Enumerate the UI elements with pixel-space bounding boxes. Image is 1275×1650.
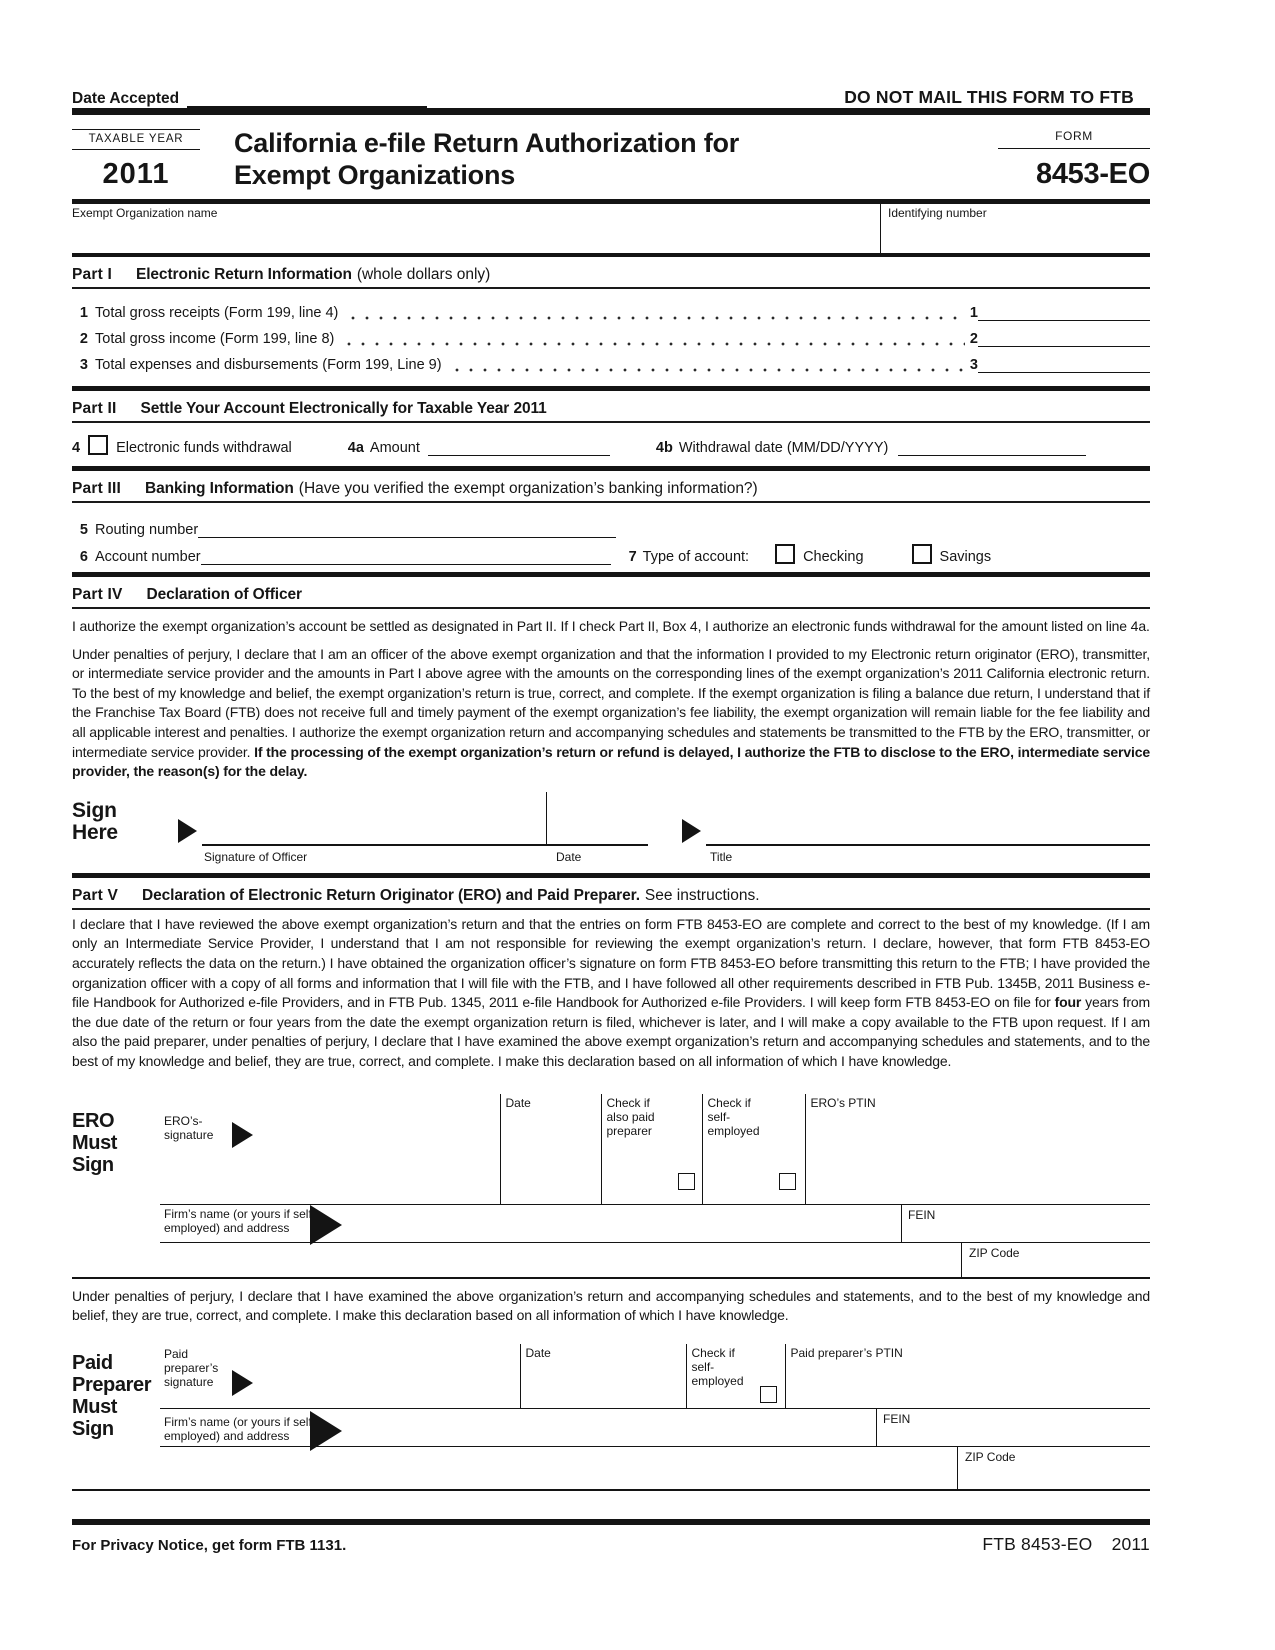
preparer-date-label: Date: [525, 1345, 551, 1360]
line1-text: Total gross receipts (Form 199, line 4): [95, 305, 339, 321]
line3-right-number: 3: [969, 357, 978, 373]
signature-of-officer-label: Signature of Officer: [204, 849, 308, 864]
line2-text: Total gross income (Form 199, line 8): [95, 331, 335, 347]
preparer-zip-label: ZIP Code: [965, 1449, 1016, 1464]
account-number-field[interactable]: [201, 549, 611, 565]
checking-checkbox[interactable]: [775, 544, 795, 564]
line2-row: [72, 321, 1150, 347]
part2-header: [72, 391, 1150, 423]
divider-bar: [72, 108, 1150, 115]
preparer-firm-arrow-icon: [310, 1411, 342, 1451]
line2-amount-field[interactable]: [978, 331, 1150, 347]
line4-number: 4: [72, 440, 81, 456]
identifying-number-label: Identifying number: [888, 206, 987, 220]
name-row: [72, 204, 1150, 253]
preparer-signature-label: Paid preparer’s signature: [164, 1346, 219, 1389]
footer-form-id: [982, 1534, 1150, 1555]
line3-number: 3: [79, 357, 88, 373]
line6-row: [72, 538, 1150, 565]
taxable-year-label: TAXABLE YEAR: [72, 129, 200, 150]
footer-year: 2011: [1111, 1533, 1150, 1554]
part5-header: [72, 878, 1150, 910]
preparer-declaration-para: Under penalties of perjury, I declare that I have examined the above organization’s return and accompanying schedules and statements, and to the best of my knowledge and belief, they are true, correct, and complete. I make this declaration based on all information of which I have knowledge.: [72, 1287, 1150, 1324]
form-title-line1: California e-file Return Authorization for: [234, 128, 740, 158]
taxable-year-value: 2011: [102, 158, 170, 190]
ero-check-self-cell: [702, 1094, 805, 1204]
line3-row: [72, 347, 1150, 373]
ero-must-sign-label: ERO Must Sign: [72, 1109, 118, 1176]
do-not-mail-notice: DO NOT MAIL THIS FORM TO FTB: [844, 87, 1134, 107]
efw-label: Electronic funds withdrawal: [116, 440, 292, 456]
divider-bar: [72, 1519, 1150, 1525]
ero-signature-area[interactable]: [160, 1094, 500, 1204]
line3-amount-field[interactable]: [978, 357, 1150, 373]
checking-label: Checking: [803, 549, 864, 565]
form-page: [72, 0, 1150, 1555]
form-title: [200, 125, 998, 191]
account-type-label: Type of account:: [642, 549, 750, 565]
amount-field[interactable]: [428, 440, 610, 456]
part5-label: Part V: [72, 886, 118, 904]
signature-date-divider: [546, 792, 547, 846]
routing-number-field[interactable]: [198, 522, 616, 538]
officer-title-line[interactable]: [706, 844, 1150, 846]
form-header: [72, 119, 1150, 199]
savings-label: Savings: [939, 549, 992, 565]
dot-leader: [346, 307, 965, 320]
part1-title: Electronic Return Information: [135, 266, 352, 283]
preparer-zip-divider: [957, 1447, 958, 1489]
ero-firm-arrow-icon: [310, 1205, 342, 1245]
line4a-number: 4a: [347, 440, 364, 456]
footer: [72, 1534, 1150, 1555]
title-arrow-icon: [682, 819, 701, 843]
top-row: [72, 84, 1150, 108]
ero-firm-label: Firm’s name (or yours if self-employed) and address: [164, 1206, 316, 1235]
preparer-fein-divider: [876, 1409, 877, 1446]
preparer-check-self-cell: [686, 1344, 785, 1408]
ero-declaration-text-b: years from the due date of the return or four years from the date the exempt organization return is filed, whichever is later, and I will make a copy available to the FTB upon request. If I am also the paid preparer, under penalties of perjury, I declare that I have examined the above exempt organization’s return and accompanying schedules and statements, and to the best of my knowledge and belief, they are true, correct, and complete. I make this declaration based on all information of which I have knowledge.: [72, 994, 1150, 1069]
routing-number-label: Routing number: [95, 522, 199, 538]
preparer-check-self-label: Check if self- employed: [691, 1345, 744, 1388]
part1-header: [72, 257, 1150, 289]
ero-ptin-field[interactable]: [805, 1094, 1151, 1204]
line2-right-number: 2: [969, 331, 978, 347]
account-number-label: Account number: [95, 549, 201, 565]
preparer-ptin-field[interactable]: [785, 1344, 1151, 1408]
efw-checkbox[interactable]: [88, 435, 108, 455]
ero-sign-table: [72, 1094, 1150, 1279]
line3-text: Total expenses and disbursements (Form 199, Line 9): [95, 357, 442, 373]
ero-zip-label: ZIP Code: [969, 1245, 1020, 1260]
preparer-date-field[interactable]: [520, 1344, 686, 1408]
dot-leader: [450, 359, 965, 372]
line2-number: 2: [79, 331, 88, 347]
preparer-firm-line[interactable]: [160, 1446, 1150, 1447]
preparer-signature-arrow-icon: [232, 1370, 253, 1396]
line4-row: [72, 423, 1150, 466]
part2-title: Settle Your Account Electronically for Taxable Year 2011: [140, 400, 547, 417]
savings-checkbox[interactable]: [912, 544, 932, 564]
line1-amount-field[interactable]: [978, 305, 1150, 321]
ero-signature-arrow-icon: [232, 1122, 253, 1148]
ero-declaration-text-a: I declare that I have reviewed the above exempt organization’s return and that the entries on form FTB 8453-EO are complete and correct to the best of my knowledge. (If I am only an Intermediate Service Provider, I understand that I am not responsible for reviewing the exempt organization’s return. I declare, however, that form FTB 8453-EO accurately reflects the data on the return.) I have obtained the organization officer’s signature on form FTB 8453-EO before transmitting this return to the FTB; I have provided the organization officer with a copy of all forms and information that I will file with the FTB, and I have followed all other requirements described in FTB Pub. 1345B, 2011 Business e-file Handbook for Authorized e-file Providers, and in FTB Pub. 1345, 2011 e-file Handbook for Authorized e-file Providers. I will keep form FTB 8453-EO on file for: [72, 915, 1150, 1011]
part4-label: Part IV: [72, 586, 123, 603]
sign-here-label: Sign Here: [72, 798, 118, 844]
part2-label: Part II: [72, 400, 117, 417]
ero-declaration-para: [72, 915, 1150, 1072]
amount-label: Amount: [369, 440, 420, 456]
part5-title: Declaration of Electronic Return Originator (ERO) and Paid Preparer.: [142, 886, 640, 904]
privacy-notice: For Privacy Notice, get form FTB 1131.: [72, 1536, 347, 1554]
date-label: Date: [556, 849, 582, 864]
officer-declaration-text: Under penalties of perjury, I declare that I am an officer of the above exempt organization and that the information I provided to my Electronic return originator (ERO), transmitter, or intermediate service provider and the amounts in Part I above agree with the amounts on the corresponding lines of the exempt organization’s 2011 California electronic return. To the best of my knowledge and belief, the exempt organization’s return is true, correct, and complete. If the exempt organization is filing a balance due return, I understand that if the Franchise Tax Board (FTB) does not receive full and timely payment of the exempt organization’s fee liability, the exempt organization will remain liable for the fee liability and all applicable interest and penalties. I authorize the exempt organization return and accompanying schedules and statements be transmitted to the FTB by the ERO, transmitter, or intermediate service provider.: [72, 645, 1150, 760]
part3-subtitle: (Have you verified the exempt organization’s banking information?): [298, 480, 758, 497]
date-accepted-label: Date Accepted: [72, 90, 180, 107]
dot-leader: [342, 333, 965, 346]
title-label: Title: [710, 849, 733, 864]
line6-number: 6: [79, 549, 88, 565]
part3-label: Part III: [72, 480, 121, 497]
ero-self-employed-checkbox[interactable]: [779, 1173, 796, 1190]
ero-date-label: Date: [505, 1095, 531, 1110]
part4-header: [72, 577, 1150, 609]
ero-signature-label: ERO’s- signature: [164, 1113, 214, 1142]
officer-declaration-bold: If the processing of the exempt organization’s return or refund is delayed, I authorize the FTB to disclose to the ERO, intermediate service provider, the reason(s) for the delay.: [72, 743, 1150, 780]
date-accepted-field[interactable]: [187, 90, 427, 108]
form-number: 8453-EO: [1036, 158, 1150, 190]
zip-divider: [961, 1243, 962, 1277]
preparer-firm-label: Firm’s name (or yours if self-employed) and address: [164, 1414, 316, 1443]
preparer-ptin-label: Paid preparer’s PTIN: [790, 1345, 903, 1360]
line1-number: 1: [79, 305, 88, 321]
fein-divider: [901, 1205, 902, 1242]
ero-check-self-label: Check if self- employed: [707, 1095, 760, 1138]
preparer-fein-label: FEIN: [883, 1411, 911, 1426]
withdrawal-date-field[interactable]: [898, 440, 1086, 456]
preparer-must-sign-label: Paid Preparer Must Sign: [72, 1351, 152, 1440]
line5-row: [72, 511, 1150, 538]
part3-header: [72, 471, 1150, 503]
line1-row: [72, 295, 1150, 321]
line4b-number: 4b: [655, 440, 673, 456]
form-label: FORM: [998, 129, 1150, 149]
officer-signature-line[interactable]: [202, 844, 648, 846]
identifying-number-field[interactable]: [880, 204, 1150, 253]
ero-declaration-bold: four: [1054, 994, 1082, 1011]
officer-signature-area[interactable]: [178, 790, 648, 864]
line1-right-number: 1: [969, 305, 978, 321]
org-name-label: Exempt Organization name: [72, 206, 218, 220]
line5-number: 5: [79, 522, 88, 538]
line7-number: 7: [628, 549, 637, 565]
part1-subtitle: (whole dollars only): [356, 266, 491, 283]
ero-fein-label: FEIN: [908, 1207, 936, 1222]
officer-title-area[interactable]: [682, 790, 1150, 864]
withdrawal-date-label: Withdrawal date (MM/DD/YYYY): [678, 440, 889, 456]
ero-ptin-label: ERO’s PTIN: [810, 1095, 876, 1110]
sign-here-block: [72, 790, 1150, 864]
preparer-signature-area[interactable]: [160, 1344, 520, 1408]
form-title-line2: Exempt Organizations: [234, 160, 516, 190]
org-name-field[interactable]: [72, 204, 880, 253]
ero-date-field[interactable]: [500, 1094, 601, 1204]
footer-form-number: FTB 8453-EO: [982, 1533, 1093, 1554]
part5-subtitle: See instructions.: [644, 886, 760, 904]
part3-title: Banking Information: [144, 480, 294, 497]
officer-declaration-para2: [72, 645, 1150, 782]
ero-firm-line[interactable]: [160, 1242, 1150, 1243]
preparer-sign-table: [72, 1344, 1150, 1491]
part4-title: Declaration of Officer: [146, 586, 302, 603]
ero-check-paid-label: Check if also paid preparer: [606, 1095, 655, 1138]
part1-label: Part I: [72, 266, 112, 283]
ero-check-paid-cell: [601, 1094, 702, 1204]
preparer-self-employed-checkbox[interactable]: [760, 1386, 777, 1403]
ero-paid-preparer-checkbox[interactable]: [678, 1173, 695, 1190]
signature-arrow-icon: [178, 819, 197, 843]
officer-declaration-para1: I authorize the exempt organization’s account be settled as designated in Part II. If I check Part II, Box 4, I authorize an electronic funds withdrawal for the amount listed on line 4a.: [72, 618, 1150, 634]
